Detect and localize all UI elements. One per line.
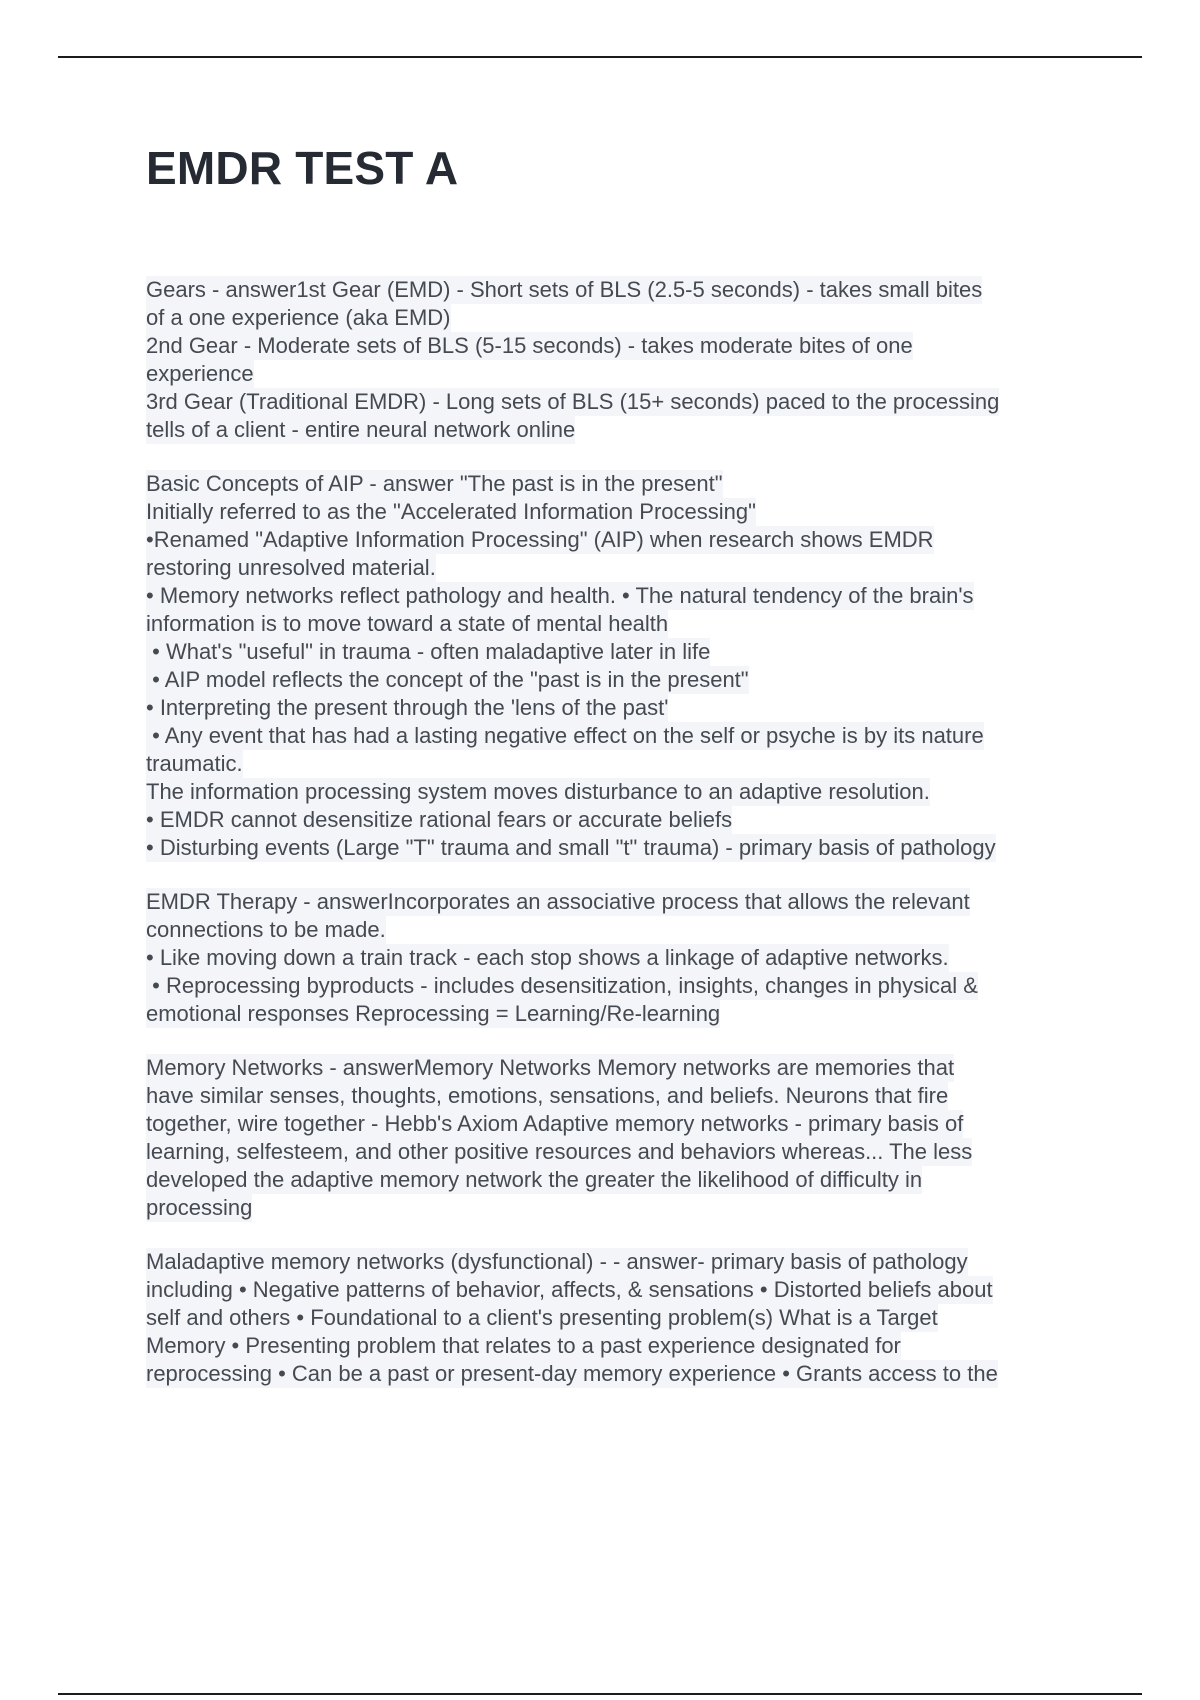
entry-line: EMDR Therapy - answerIncorporates an associative process that allows the relevant (146, 889, 970, 914)
entry-line: • Reprocessing byproducts - includes desensitization, insights, changes in physical & (146, 973, 978, 998)
entry-line: •Renamed "Adaptive Information Processing" (AIP) when research shows EMDR (146, 527, 934, 552)
entry-line: of a one experience (aka EMD) (146, 305, 451, 330)
entry-gears (146, 276, 1096, 444)
entry-maladaptive-memory-networks (146, 1248, 1096, 1388)
entry-line: Memory • Presenting problem that relates to a past experience designated for (146, 1333, 901, 1358)
entry-line: processing (146, 1195, 253, 1220)
entry-line: • Disturbing events (Large "T" trauma and small "t" trauma) - primary basis of pathology (146, 835, 996, 860)
entry-line: • EMDR cannot desensitize rational fears or accurate beliefs (146, 807, 733, 832)
entry-basic-concepts-aip (146, 470, 1096, 862)
entry-line: developed the adaptive memory network the greater the likelihood of difficulty in (146, 1167, 923, 1192)
entry-line: 2nd Gear - Moderate sets of BLS (5-15 seconds) - takes moderate bites of one (146, 333, 913, 358)
entry-line: information is to move toward a state of mental health (146, 611, 669, 636)
entry-line: reprocessing • Can be a past or present-day memory experience • Grants access to the (146, 1361, 998, 1386)
entry-line: connections to be made. (146, 917, 386, 942)
document-body (146, 140, 1096, 1414)
entry-line: • AIP model reflects the concept of the "past is in the present" (146, 667, 749, 692)
entry-line: self and others • Foundational to a client's presenting problem(s) What is a Target (146, 1305, 938, 1330)
entry-line: • Memory networks reflect pathology and health. • The natural tendency of the brain's (146, 583, 974, 608)
entry-line: • Interpreting the present through the 'lens of the past' (146, 695, 669, 720)
entry-emdr-therapy (146, 888, 1096, 1028)
entry-memory-networks (146, 1054, 1096, 1222)
entry-line: • Like moving down a train track - each stop shows a linkage of adaptive networks. (146, 945, 949, 970)
entry-line: restoring unresolved material. (146, 555, 436, 580)
entry-line: Gears - answer1st Gear (EMD) - Short sets of BLS (2.5-5 seconds) - takes small bites (146, 277, 983, 302)
entry-line: • What's "useful" in trauma - often maladaptive later in life (146, 639, 711, 664)
entry-line: experience (146, 361, 254, 386)
entry-line: Memory Networks - answerMemory Networks Memory networks are memories that (146, 1055, 955, 1080)
entry-line: have similar senses, thoughts, emotions, sensations, and beliefs. Neurons that fire (146, 1083, 949, 1108)
entry-line: Maladaptive memory networks (dysfunctional) - - answer- primary basis of pathology (146, 1249, 968, 1274)
entry-line: The information processing system moves disturbance to an adaptive resolution. (146, 779, 930, 804)
entry-line: • Any event that has had a lasting negative effect on the self or psyche is by its nature (146, 723, 984, 748)
top-divider (58, 56, 1142, 58)
entry-line: emotional responses Reprocessing = Learning/Re-learning (146, 1001, 721, 1026)
entry-line: traumatic. (146, 751, 243, 776)
entry-line: 3rd Gear (Traditional EMDR) - Long sets of BLS (15+ seconds) paced to the processing (146, 389, 1000, 414)
entry-line: together, wire together - Hebb's Axiom Adaptive memory networks - primary basis of (146, 1111, 964, 1136)
document-title: EMDR TEST A (146, 142, 459, 194)
entry-line: Basic Concepts of AIP - answer "The past is in the present" (146, 471, 723, 496)
entry-line: tells of a client - entire neural network online (146, 417, 576, 442)
bottom-divider (58, 1693, 1142, 1695)
entry-line: Initially referred to as the "Accelerated Information Processing" (146, 499, 756, 524)
entry-line: including • Negative patterns of behavior, affects, & sensations • Distorted beliefs about (146, 1277, 993, 1302)
entry-line: learning, selfesteem, and other positive resources and behaviors whereas... The less (146, 1139, 973, 1164)
